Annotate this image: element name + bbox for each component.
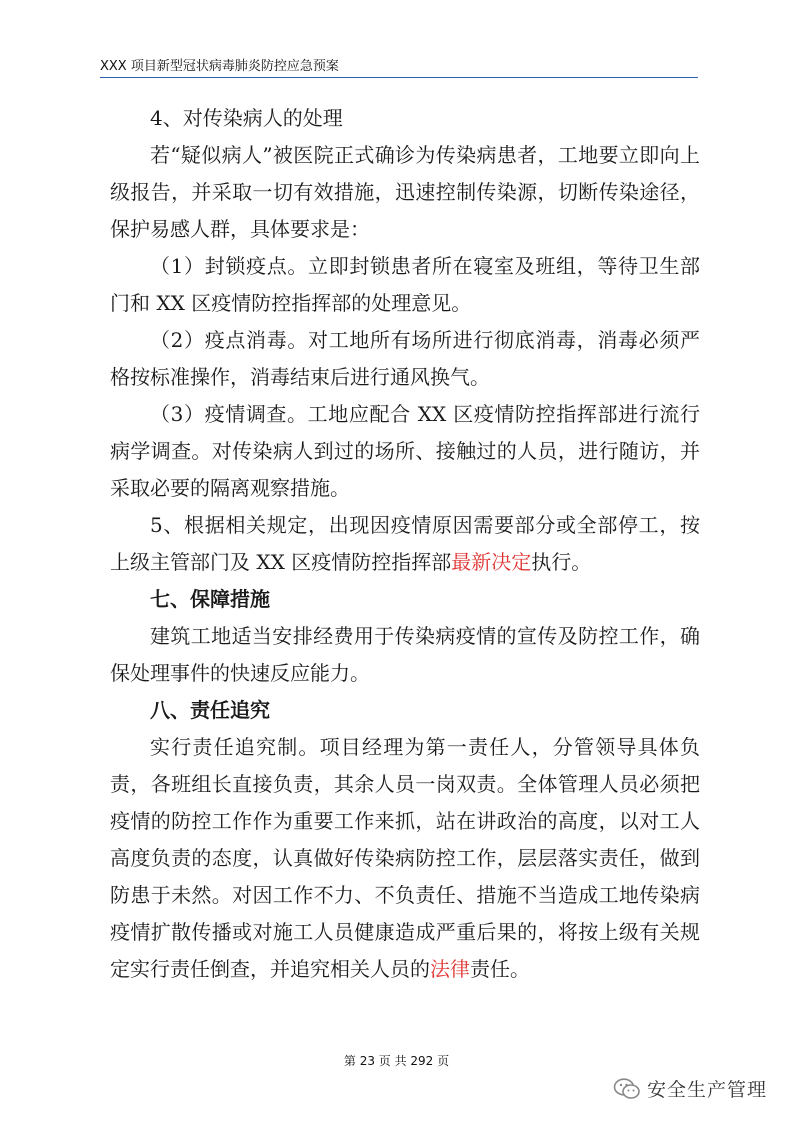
highlight-latest-decision: 最新决定 [451, 550, 532, 574]
paragraph-work-stoppage: 5、根据相关规定，出现因疫情原因需要部分或全部停工，按上级主管部门及 XX 区疫情防控指挥部最新决定执行。 [110, 513, 700, 574]
page-footer [0, 1052, 793, 1069]
document-body [110, 100, 700, 988]
section-heading-safeguards: 七、保障措施 [150, 587, 270, 611]
section-heading-accountability: 八、责任追究 [150, 698, 270, 722]
watermark-text: 安全生产管理 [646, 1079, 767, 1101]
highlight-legal: 法律 [430, 957, 470, 981]
paragraph-disinfection: （2）疫点消毒。对工地所有场所进行彻底消毒，消毒必须严格按标准操作，消毒结束后进行通风换气。 [110, 328, 700, 389]
paragraph-investigation: （3）疫情调查。工地应配合 XX 区疫情防控指挥部进行流行病学调查。对传染病人到过的场所、接触过的人员，进行随访，并采取必要的隔离观察措施。 [110, 402, 700, 500]
subheading-infected-handling: 4、对传染病人的处理 [150, 106, 343, 130]
header-title: XXX 项目新型冠状病毒肺炎防控应急预案 [100, 59, 339, 74]
paragraph-safeguards: 建筑工地适当安排经费用于传染病疫情的宣传及防控工作，确保处理事件的快速反应能力。 [110, 624, 700, 685]
page-header [100, 55, 698, 78]
wechat-icon [613, 1077, 641, 1101]
paragraph-accountability: 实行责任追究制。项目经理为第一责任人，分管领导具体负责，各班组长直接负责，其余人员一岗双责。全体管理人员必须把疫情的防控工作作为重要工作来抓，站在讲政治的高度，以对工人高度负责的态度，认真做好传染病防控工作，层层落实责任，做到防患于未然。对因工作不力、不负责任、措施不当造成工地传染病疫情扩散传播或对施工人员健康造成严重后果的，将按上级有关规定实行责任倒查，并追究相关人员的法律责任。 [110, 735, 700, 981]
paragraph-lockdown: （1）封锁疫点。立即封锁患者所在寝室及班组，等待卫生部门和 XX 区疫情防控指挥部的处理意见。 [110, 254, 700, 315]
page-number: 第 23 页 共 292 页 [343, 1054, 450, 1068]
paragraph-confirmed-case: 若“疑似病人”被医院正式确诊为传染病患者，工地要立即向上级报告，并采取一切有效措施，迅速控制传染源，切断传染途径，保护易感人群，具体要求是： [110, 143, 700, 241]
watermark [613, 1075, 767, 1102]
